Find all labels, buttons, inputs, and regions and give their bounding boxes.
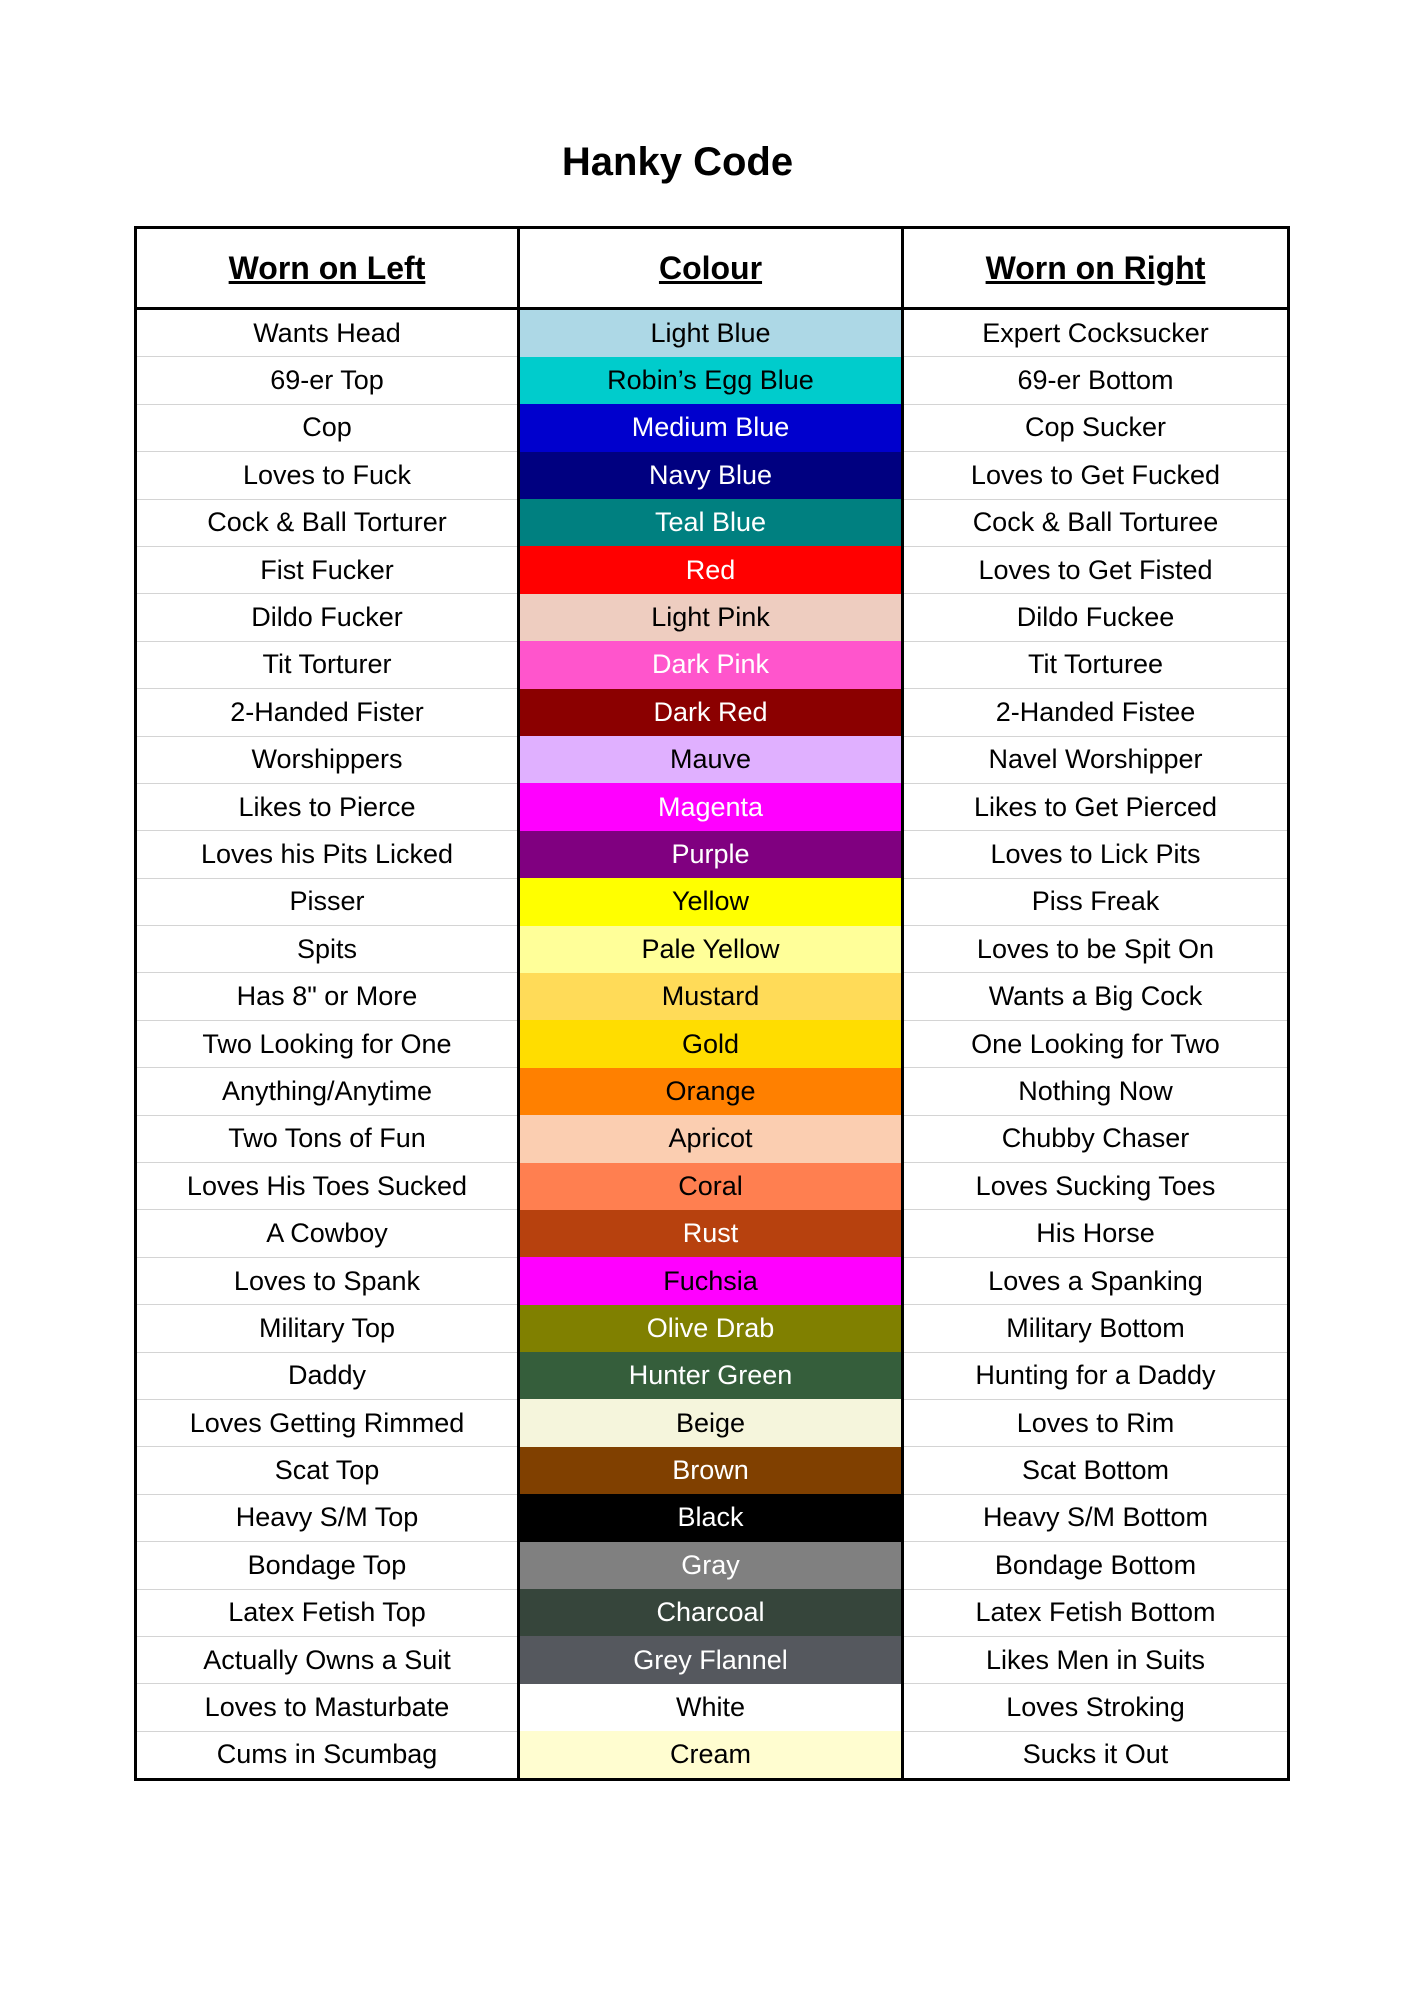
colour-swatch-cell: Light Blue <box>519 309 903 357</box>
table-row <box>136 594 1289 641</box>
table-row <box>136 1210 1289 1257</box>
colour-swatch-cell: Gray <box>519 1542 903 1589</box>
table-row <box>136 1447 1289 1494</box>
worn-on-right-cell: 2-Handed Fistee <box>903 689 1289 736</box>
worn-on-left-cell: Bondage Top <box>136 1542 519 1589</box>
worn-on-left-cell: Loves His Toes Sucked <box>136 1163 519 1210</box>
worn-on-right-cell: Nothing Now <box>903 1068 1289 1115</box>
worn-on-right-cell: Loves to Lick Pits <box>903 831 1289 878</box>
colour-swatch-cell: Purple <box>519 831 903 878</box>
colour-swatch-cell: Gold <box>519 1020 903 1067</box>
colour-swatch-cell: Yellow <box>519 878 903 925</box>
table-body <box>136 309 1289 1780</box>
worn-on-right-cell: Expert Cocksucker <box>903 309 1289 357</box>
worn-on-right-cell: Loves to Get Fucked <box>903 452 1289 499</box>
table-row <box>136 1257 1289 1304</box>
table-row <box>136 1163 1289 1210</box>
worn-on-left-cell: Anything/Anytime <box>136 1068 519 1115</box>
colour-swatch-cell: Rust <box>519 1210 903 1257</box>
table-row <box>136 1399 1289 1446</box>
worn-on-right-cell: Scat Bottom <box>903 1447 1289 1494</box>
worn-on-right-cell: Likes Men in Suits <box>903 1636 1289 1683</box>
worn-on-right-cell: One Looking for Two <box>903 1020 1289 1067</box>
table-row <box>136 1020 1289 1067</box>
worn-on-left-cell: Loves his Pits Licked <box>136 831 519 878</box>
table-row <box>136 831 1289 878</box>
colour-swatch-cell: Mustard <box>519 973 903 1020</box>
table-row <box>136 926 1289 973</box>
worn-on-right-cell: Loves to be Spit On <box>903 926 1289 973</box>
table-row <box>136 357 1289 404</box>
colour-swatch-cell: Medium Blue <box>519 404 903 451</box>
worn-on-left-cell: Latex Fetish Top <box>136 1589 519 1636</box>
colour-swatch-cell: Fuchsia <box>519 1257 903 1304</box>
table-row <box>136 499 1289 546</box>
table-row <box>136 641 1289 688</box>
worn-on-right-cell: Navel Worshipper <box>903 736 1289 783</box>
worn-on-right-cell: Sucks it Out <box>903 1731 1289 1779</box>
header-colour: Colour <box>519 228 903 309</box>
worn-on-right-cell: Loves Stroking <box>903 1684 1289 1731</box>
hanky-code-table <box>134 226 1290 1781</box>
worn-on-left-cell: Likes to Pierce <box>136 783 519 830</box>
table-row <box>136 404 1289 451</box>
colour-swatch-cell: Magenta <box>519 783 903 830</box>
worn-on-left-cell: Cums in Scumbag <box>136 1731 519 1779</box>
colour-swatch-cell: Apricot <box>519 1115 903 1162</box>
colour-swatch-cell: Mauve <box>519 736 903 783</box>
table-row <box>136 1115 1289 1162</box>
worn-on-right-cell: Bondage Bottom <box>903 1542 1289 1589</box>
table-row <box>136 689 1289 736</box>
worn-on-right-cell: 69-er Bottom <box>903 357 1289 404</box>
table-row <box>136 309 1289 357</box>
worn-on-left-cell: Wants Head <box>136 309 519 357</box>
table-row <box>136 1542 1289 1589</box>
worn-on-left-cell: 69-er Top <box>136 357 519 404</box>
worn-on-left-cell: Heavy S/M Top <box>136 1494 519 1541</box>
worn-on-left-cell: Two Tons of Fun <box>136 1115 519 1162</box>
colour-swatch-cell: Light Pink <box>519 594 903 641</box>
worn-on-left-cell: Fist Fucker <box>136 546 519 593</box>
page-title: Hanky Code <box>561 140 794 184</box>
worn-on-left-cell: Cock & Ball Torturer <box>136 499 519 546</box>
header-worn-on-left: Worn on Left <box>136 228 519 309</box>
table-row <box>136 1068 1289 1115</box>
table-row <box>136 1305 1289 1352</box>
table-row <box>136 1684 1289 1731</box>
worn-on-left-cell: Dildo Fucker <box>136 594 519 641</box>
colour-swatch-cell: White <box>519 1684 903 1731</box>
table-row <box>136 736 1289 783</box>
table-row <box>136 973 1289 1020</box>
table-row <box>136 1636 1289 1683</box>
worn-on-left-cell: Worshippers <box>136 736 519 783</box>
worn-on-right-cell: Loves to Rim <box>903 1399 1289 1446</box>
colour-swatch-cell: Robin’s Egg Blue <box>519 357 903 404</box>
worn-on-right-cell: Loves Sucking Toes <box>903 1163 1289 1210</box>
worn-on-left-cell: Cop <box>136 404 519 451</box>
worn-on-right-cell: Chubby Chaser <box>903 1115 1289 1162</box>
table-row <box>136 546 1289 593</box>
worn-on-right-cell: Dildo Fuckee <box>903 594 1289 641</box>
worn-on-right-cell: Likes to Get Pierced <box>903 783 1289 830</box>
table-row <box>136 1494 1289 1541</box>
worn-on-left-cell: Loves to Masturbate <box>136 1684 519 1731</box>
colour-swatch-cell: Hunter Green <box>519 1352 903 1399</box>
table-row <box>136 452 1289 499</box>
worn-on-left-cell: A Cowboy <box>136 1210 519 1257</box>
colour-swatch-cell: Orange <box>519 1068 903 1115</box>
colour-swatch-cell: Charcoal <box>519 1589 903 1636</box>
colour-swatch-cell: Grey Flannel <box>519 1636 903 1683</box>
worn-on-right-cell: Loves a Spanking <box>903 1257 1289 1304</box>
table-row <box>136 783 1289 830</box>
worn-on-left-cell: Has 8" or More <box>136 973 519 1020</box>
worn-on-right-cell: Cop Sucker <box>903 404 1289 451</box>
header-worn-on-right: Worn on Right <box>903 228 1289 309</box>
worn-on-left-cell: Military Top <box>136 1305 519 1352</box>
table-row <box>136 878 1289 925</box>
table-row <box>136 1731 1289 1779</box>
colour-swatch-cell: Navy Blue <box>519 452 903 499</box>
worn-on-right-cell: Heavy S/M Bottom <box>903 1494 1289 1541</box>
worn-on-left-cell: Spits <box>136 926 519 973</box>
worn-on-left-cell: Scat Top <box>136 1447 519 1494</box>
worn-on-right-cell: Piss Freak <box>903 878 1289 925</box>
worn-on-left-cell: Loves Getting Rimmed <box>136 1399 519 1446</box>
worn-on-left-cell: Pisser <box>136 878 519 925</box>
worn-on-left-cell: Two Looking for One <box>136 1020 519 1067</box>
worn-on-right-cell: Tit Torturee <box>903 641 1289 688</box>
colour-swatch-cell: Cream <box>519 1731 903 1779</box>
colour-swatch-cell: Brown <box>519 1447 903 1494</box>
colour-swatch-cell: Black <box>519 1494 903 1541</box>
table-row <box>136 1352 1289 1399</box>
colour-swatch-cell: Dark Pink <box>519 641 903 688</box>
colour-swatch-cell: Beige <box>519 1399 903 1446</box>
table-row <box>136 1589 1289 1636</box>
worn-on-right-cell: Latex Fetish Bottom <box>903 1589 1289 1636</box>
worn-on-right-cell: Wants a Big Cock <box>903 973 1289 1020</box>
worn-on-right-cell: Military Bottom <box>903 1305 1289 1352</box>
header-row <box>136 228 1289 309</box>
worn-on-left-cell: Tit Torturer <box>136 641 519 688</box>
worn-on-left-cell: Loves to Fuck <box>136 452 519 499</box>
worn-on-left-cell: Loves to Spank <box>136 1257 519 1304</box>
colour-swatch-cell: Red <box>519 546 903 593</box>
colour-swatch-cell: Olive Drab <box>519 1305 903 1352</box>
colour-swatch-cell: Coral <box>519 1163 903 1210</box>
colour-swatch-cell: Dark Red <box>519 689 903 736</box>
colour-swatch-cell: Pale Yellow <box>519 926 903 973</box>
worn-on-left-cell: 2-Handed Fister <box>136 689 519 736</box>
worn-on-right-cell: Cock & Ball Torturee <box>903 499 1289 546</box>
worn-on-left-cell: Daddy <box>136 1352 519 1399</box>
colour-swatch-cell: Teal Blue <box>519 499 903 546</box>
worn-on-right-cell: Loves to Get Fisted <box>903 546 1289 593</box>
worn-on-right-cell: Hunting for a Daddy <box>903 1352 1289 1399</box>
worn-on-left-cell: Actually Owns a Suit <box>136 1636 519 1683</box>
worn-on-right-cell: His Horse <box>903 1210 1289 1257</box>
